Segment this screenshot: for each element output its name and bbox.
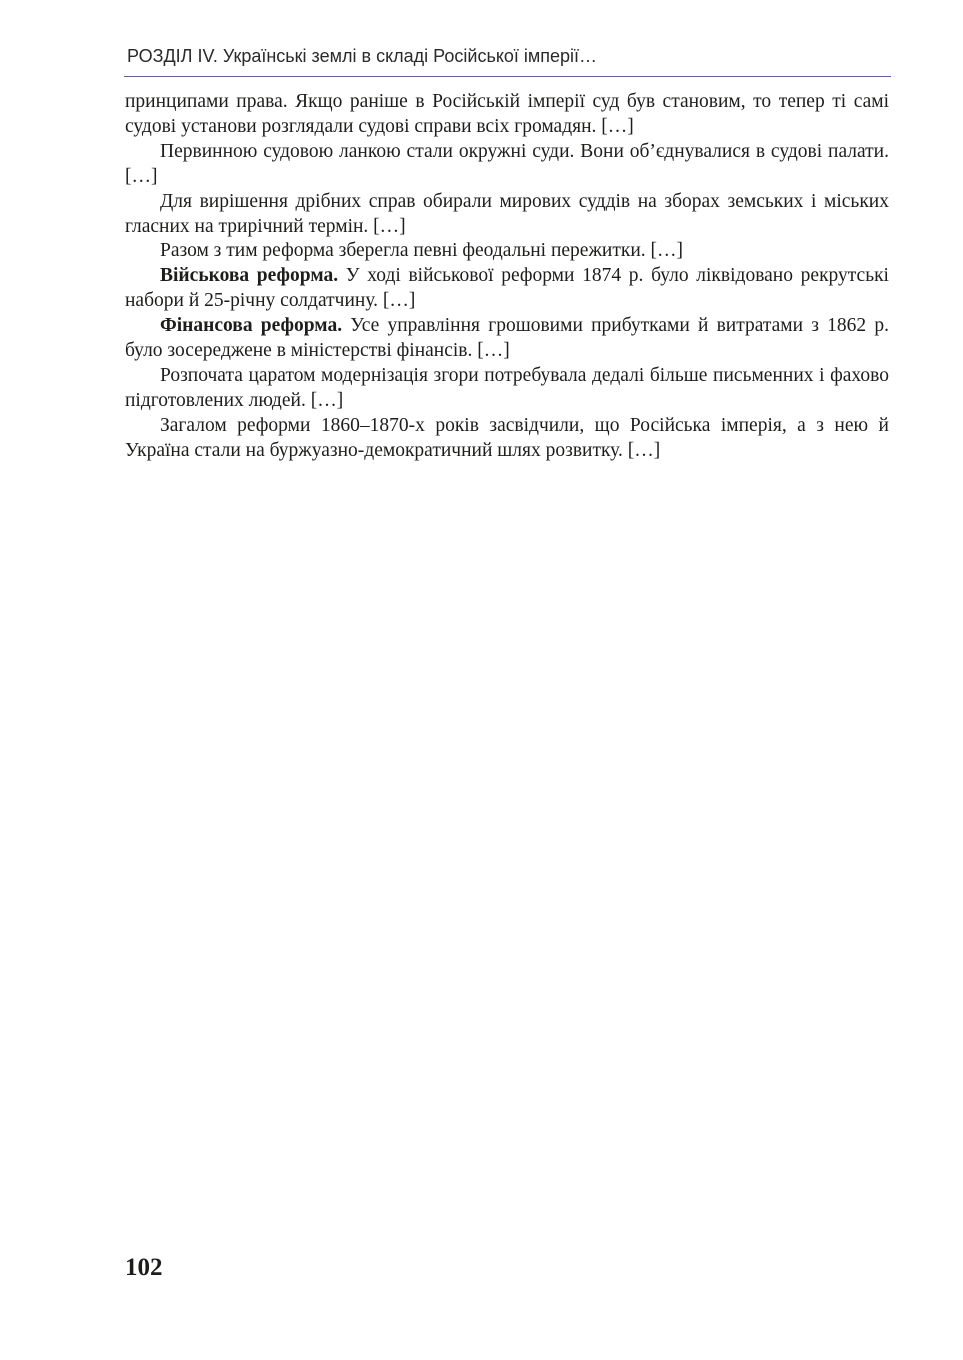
page-number: 102 xyxy=(125,1254,163,1281)
paragraph: Первинною судовою ланкою стали окружні суди. Вони об’єднувалися в судові палати. […] xyxy=(125,140,889,187)
paragraph-financial-reform: Фінансова реформа. Усе управління грошовими прибутками й витратами з 1862 р. було зосереджене в міністерстві фінансів. […] xyxy=(125,315,889,362)
paragraph-military-reform: Військова реформа. У ході військової реформи 1874 р. було ліквідовано рекрутські набори й 25-річну солдатчину. […] xyxy=(125,265,889,312)
body-text xyxy=(125,90,889,464)
paragraph-continued: принципами права. Якщо раніше в Російській імперії суд був становим, то тепер ті самі судові установи розглядали судові справи всіх громадян. […] xyxy=(125,91,889,137)
paragraph: Для вирішення дрібних справ обирали мирових суддів на зборах земських і міських гласних на трирічний термін. […] xyxy=(125,190,889,237)
term-military-reform: Військова реформа. xyxy=(160,265,339,287)
term-financial-reform: Фінансова реформа. xyxy=(160,315,343,337)
paragraph: Загалом реформи 1860–1870-х років засвідчили, що Російська імперія, а з нею й Україна стали на буржуазно-демократичний шлях розвитку. […] xyxy=(125,414,889,461)
paragraph: Разом з тим реформа зберегла певні феодальні пережитки. […] xyxy=(160,240,684,262)
header-divider xyxy=(124,76,891,77)
paragraph: Розпочата царатом модернізація згори потребувала дедалі більше письменних і фахово підготовлених людей. […] xyxy=(125,364,889,411)
running-header: РОЗДІЛ IV. Українські землі в складі Російської імперії… xyxy=(127,46,598,66)
